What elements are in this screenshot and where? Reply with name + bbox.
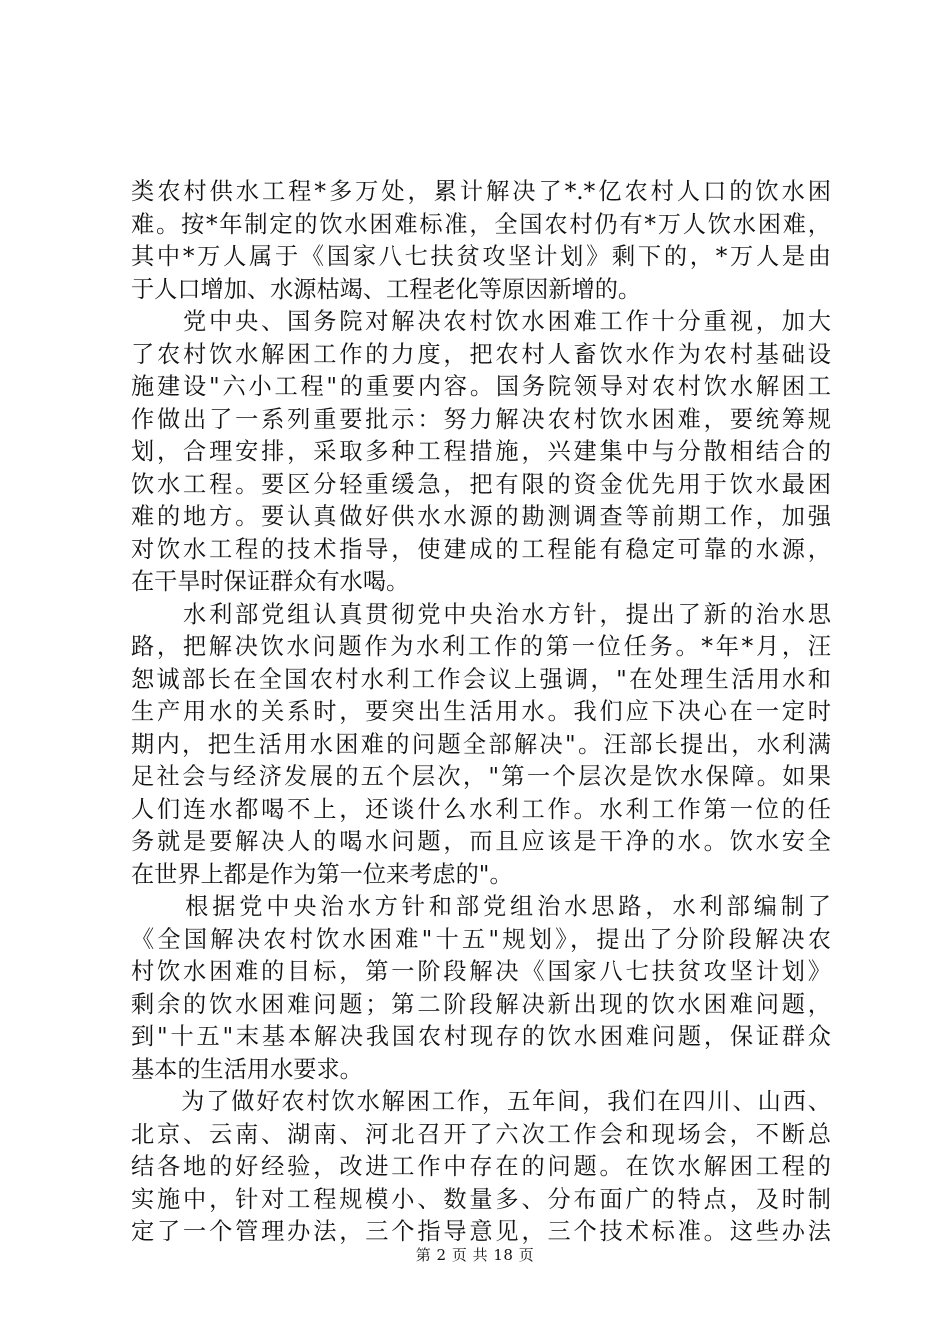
text-line: 村饮水困难的目标，第一阶段解决《国家八七扶贫攻坚计划》 [131,958,831,985]
text-line: 结各地的好经验，改进工作中存在的问题。在饮水解困工程的 [131,1153,831,1180]
text-line: 党中央、国务院对解决农村饮水困难工作十分重视，加大 [131,308,831,335]
text-line: 路，把解决饮水问题作为水利工作的第一位任务。*年*月，汪 [131,633,831,660]
text-line: 难的地方。要认真做好供水水源的勘测调查等前期工作，加强 [131,503,831,530]
text-line: 剩余的饮水困难问题；第二阶段解决新出现的饮水困难问题， [131,990,831,1018]
text-line: 作做出了一系列重要批示：努力解决农村饮水困难，要统筹规 [131,405,831,433]
document-body [131,176,831,1249]
text-line: 足社会与经济发展的五个层次，"第一个层次是饮水保障。如果 [131,763,831,790]
text-line: 施建设"六小工程"的重要内容。国务院领导对农村饮水解困工 [131,373,831,400]
text-line: 北京、云南、湖南、河北召开了六次工作会和现场会，不断总 [131,1120,831,1148]
text-line: 到"十五"末基本解决我国农村现存的饮水困难问题，保证群众 [131,1023,831,1050]
text-line: 水利部党组认真贯彻党中央治水方针，提出了新的治水思 [131,600,831,628]
text-line: 为了做好农村饮水解困工作，五年间，我们在四川、山西、 [131,1088,831,1115]
text-line: 饮水工程。要区分轻重缓急，把有限的资金优先用于饮水最困 [131,470,831,498]
text-line: 务就是要解决人的喝水问题，而且应该是干净的水。饮水安全 [131,828,831,855]
text-line: 划，合理安排，采取多种工程措施，兴建集中与分散相结合的 [131,438,831,465]
text-line: 其中*万人属于《国家八七扶贫攻坚计划》剩下的，*万人是由 [131,243,831,270]
text-line: 恕诚部长在全国农村水利工作会议上强调，"在处理生活用水和 [131,665,831,693]
text-line: 难。按*年制定的饮水困难标准，全国农村仍有*万人饮水困难， [131,210,831,238]
text-line: 生产用水的关系时，要突出生活用水。我们应下决心在一定时 [131,698,831,725]
text-line: 定了一个管理办法，三个指导意见，三个技术标准。这些办法 [131,1218,831,1245]
text-line: 在干旱时保证群众有水喝。 [131,568,410,595]
text-line: 期内，把生活用水困难的问题全部解决"。汪部长提出，水利满 [131,730,831,758]
text-line: 人们连水都喝不上，还谈什么水利工作。水利工作第一位的任 [131,795,831,823]
text-line: 基本的生活用水要求。 [131,1055,363,1083]
page-footer: 第 2 页 共 18 页 [415,1246,535,1264]
text-line: 了农村饮水解困工作的力度，把农村人畜饮水作为农村基础设 [131,340,831,368]
text-line: 对饮水工程的技术指导，使建成的工程能有稳定可靠的水源， [131,535,831,563]
text-line: 实施中，针对工程规模小、数量多、分布面广的特点，及时制 [131,1185,831,1213]
text-line: 在世界上都是作为第一位来考虑的"。 [131,860,513,888]
text-line: 根据党中央治水方针和部党组治水思路，水利部编制了 [131,893,831,920]
text-line: 于人口增加、水源枯竭、工程老化等原因新增的。 [131,275,642,303]
text-line: 《全国解决农村饮水困难"十五"规划》，提出了分阶段解决农 [131,925,831,953]
text-line: 类农村供水工程*多万处，累计解决了*.*亿农村人口的饮水困 [131,178,831,205]
